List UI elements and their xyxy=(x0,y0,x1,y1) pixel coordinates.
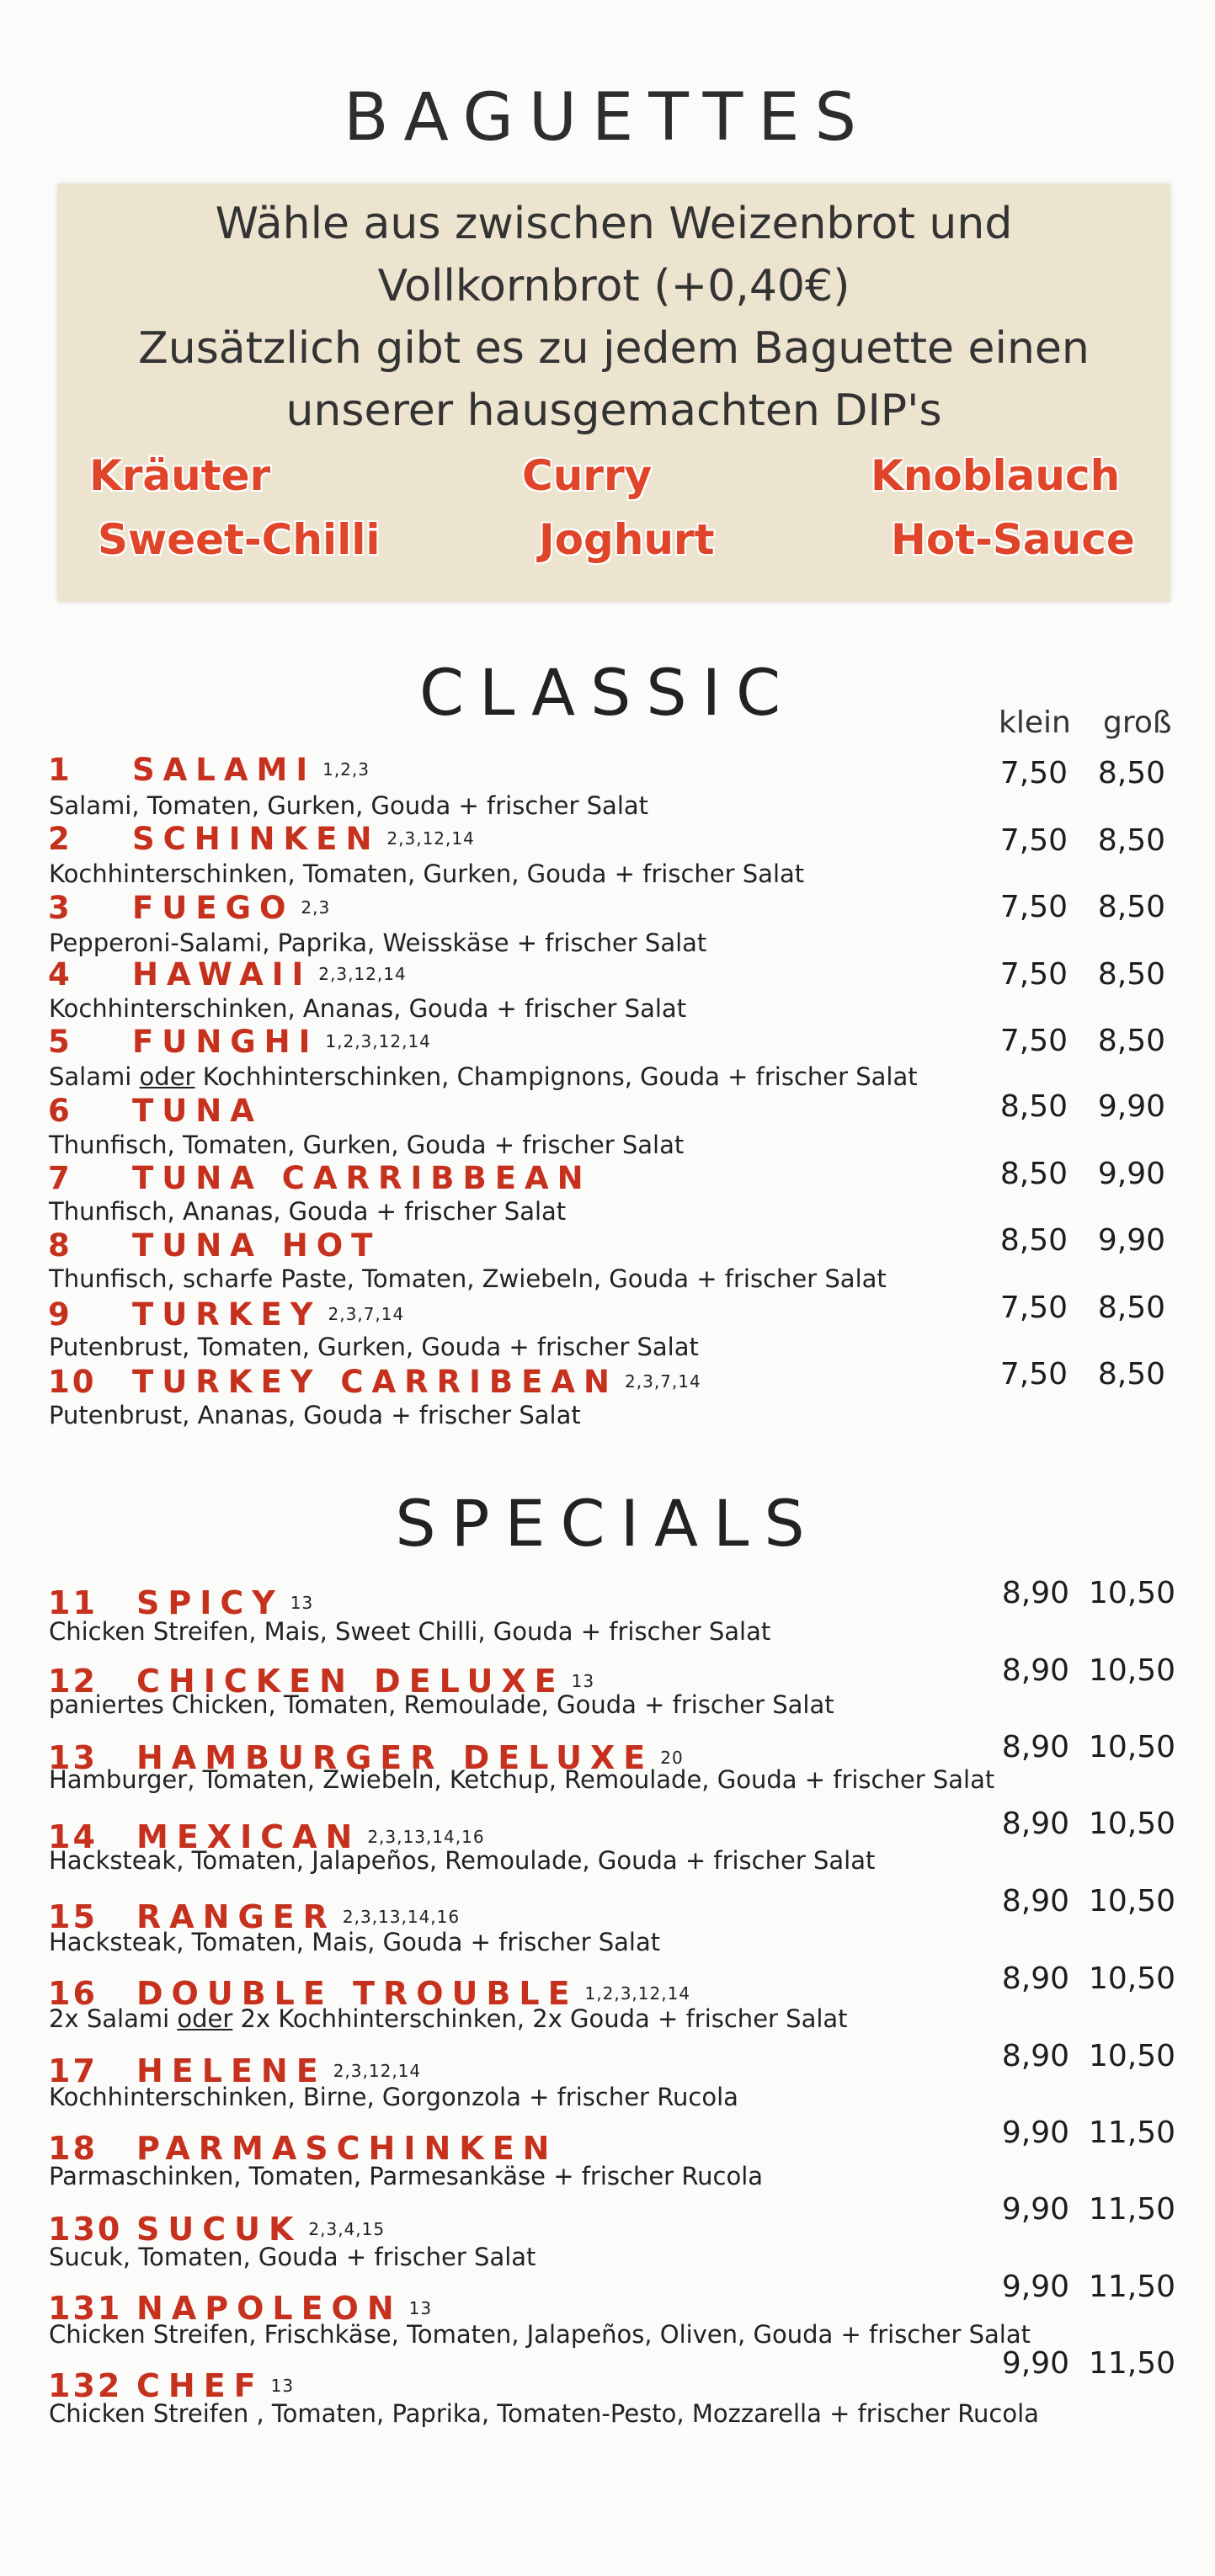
price-small: 7,50 xyxy=(999,890,1068,924)
menu-item-name: 3 FUEGO $^{2,3}$ xyxy=(48,890,331,926)
menu-item-description: paniertes Chicken, Tomaten, Remoulade, Gouda + frischer Salat xyxy=(49,1690,834,1719)
menu-item-name: 12 CHICKEN DELUXE $^{13}$ xyxy=(48,1663,595,1700)
menu-item-name: 10 TURKEY CARRIBEAN $^{2,3,7,14}$ xyxy=(48,1364,701,1400)
menu-item-name: 5 FUNGHI $^{1,2,3,12,14}$ xyxy=(48,1024,431,1060)
menu-item-name: 132 CHEF $^{13}$ xyxy=(48,2367,295,2404)
price-small: 9,90 xyxy=(1001,2270,1069,2304)
price-small: 8,90 xyxy=(1001,1730,1069,1764)
menu-item-name: 15 RANGER $^{2,3,13,14,16}$ xyxy=(48,1898,461,1935)
menu-item-description: Kochhinterschinken, Ananas, Gouda + frischer Salat xyxy=(49,994,687,1023)
price-small: 8,90 xyxy=(1001,2039,1069,2073)
menu-item-name: 7 TUNA CARRIBBEAN xyxy=(48,1160,592,1196)
dip-curry: Curry xyxy=(522,451,653,500)
price-small: 8,50 xyxy=(999,1089,1068,1124)
price-large: 9,90 xyxy=(1097,1223,1165,1258)
menu-item-description: Kochhinterschinken, Birne, Gorgonzola + frischer Rucola xyxy=(49,2083,738,2111)
price-small: 8,90 xyxy=(1001,1807,1069,1841)
menu-item-name: 1 SALAMI $^{1,2,3}$ xyxy=(48,752,370,788)
price-small: 7,50 xyxy=(999,823,1068,858)
menu-item-name: 6 TUNA xyxy=(48,1093,263,1129)
price-large: 10,50 xyxy=(1089,1807,1176,1841)
price-large: 8,50 xyxy=(1097,1024,1165,1058)
menu-item-name: 11 SPICY $^{13}$ xyxy=(48,1584,314,1621)
menu-item-description: Chicken Streifen, Mais, Sweet Chilli, Gouda + frischer Salat xyxy=(49,1617,771,1646)
price-large: 10,50 xyxy=(1089,2039,1176,2073)
price-large: 10,50 xyxy=(1089,1884,1176,1919)
price-large: 8,50 xyxy=(1097,1291,1165,1325)
price-large: 10,50 xyxy=(1089,1730,1176,1764)
price-small: 8,90 xyxy=(1001,1653,1069,1688)
price-small: 8,90 xyxy=(1001,1576,1069,1610)
price-large: 11,50 xyxy=(1089,2116,1176,2150)
price-small: 8,50 xyxy=(999,1157,1068,1191)
price-small: 9,90 xyxy=(1001,2192,1069,2227)
menu-item-name: 131 NAPOLEON $^{13}$ xyxy=(48,2290,433,2327)
price-small: 9,90 xyxy=(1001,2116,1069,2150)
price-large: 8,50 xyxy=(1097,890,1165,924)
menu-item-description: Salami, Tomaten, Gurken, Gouda + frischer Salat xyxy=(49,791,649,820)
info-line-3: Zusätzlich gibt es zu jedem Baguette einen xyxy=(138,323,1090,374)
page-title: BAGUETTES xyxy=(343,80,872,156)
menu-item-name: 2 SCHINKEN $^{2,3,12,14}$ xyxy=(48,821,475,857)
price-small: 8,50 xyxy=(999,1223,1068,1258)
menu-item-description: Kochhinterschinken, Tomaten, Gurken, Gouda + frischer Salat xyxy=(49,860,805,888)
price-large: 10,50 xyxy=(1089,1576,1176,1610)
menu-item-name: 14 MEXICAN $^{2,3,13,14,16}$ xyxy=(48,1818,485,1855)
price-large: 9,90 xyxy=(1097,1157,1165,1191)
price-large: 8,50 xyxy=(1097,756,1165,790)
menu-item-name: 4 HAWAII $^{2,3,12,14}$ xyxy=(48,956,407,993)
dip-sweet-chilli: Sweet-Chilli xyxy=(98,515,381,564)
menu-item-name: 130 SUCUK $^{2,3,4,15}$ xyxy=(48,2211,386,2248)
column-header-small: klein xyxy=(999,705,1071,740)
price-large: 8,50 xyxy=(1097,1357,1165,1392)
price-small: 8,90 xyxy=(1001,1961,1069,1996)
price-small: 8,90 xyxy=(1001,1884,1069,1919)
price-large: 8,50 xyxy=(1097,957,1165,992)
menu-item-description: Thunfisch, Ananas, Gouda + frischer Salat xyxy=(49,1197,567,1226)
menu-item-name: 18 PARMASCHINKEN xyxy=(48,2130,558,2167)
section-title-classic: CLASSIC xyxy=(418,655,797,730)
column-header-large: groß xyxy=(1103,705,1172,740)
menu-item-description: Thunfisch, Tomaten, Gurken, Gouda + frischer Salat xyxy=(49,1131,685,1159)
price-large: 11,50 xyxy=(1089,2270,1176,2304)
menu-item-name: 16 DOUBLE TROUBLE $^{1,2,3,12,14}$ xyxy=(48,1975,691,2012)
price-large: 8,50 xyxy=(1097,823,1165,858)
dip-hot-sauce: Hot-Sauce xyxy=(891,515,1135,564)
menu-item-name: 13 HAMBURGER DELUXE $^{20}$ xyxy=(48,1739,684,1776)
price-large: 11,50 xyxy=(1089,2192,1176,2227)
price-small: 7,50 xyxy=(999,957,1068,992)
bread-and-dip-info-box xyxy=(57,184,1170,602)
price-small: 7,50 xyxy=(999,1024,1068,1058)
price-large: 10,50 xyxy=(1089,1961,1176,1996)
info-line-2: Vollkornbrot (+0,40€) xyxy=(377,261,850,311)
price-small: 9,90 xyxy=(1001,2346,1069,2381)
menu-item-description: Chicken Streifen, Frischkäse, Tomaten, Jalapeños, Oliven, Gouda + frischer Salat xyxy=(49,2320,1031,2349)
menu-item-description: Chicken Streifen , Tomaten, Paprika, Tomaten-Pesto, Mozzarella + frischer Rucola xyxy=(49,2399,1039,2428)
info-line-1: Wähle aus zwischen Weizenbrot und xyxy=(215,199,1013,249)
menu-item-description: Hacksteak, Tomaten, Jalapeños, Remoulade, Gouda + frischer Salat xyxy=(49,1846,876,1875)
dip-knoblauch: Knoblauch xyxy=(871,451,1121,500)
menu-item-description: Pepperoni-Salami, Paprika, Weisskäse + frischer Salat xyxy=(49,929,707,957)
price-large: 10,50 xyxy=(1089,1653,1176,1688)
menu-item-name: 9 TURKEY $^{2,3,7,14}$ xyxy=(48,1296,405,1333)
price-small: 7,50 xyxy=(999,1357,1068,1392)
price-large: 11,50 xyxy=(1089,2346,1176,2381)
menu-item-description: Thunfisch, scharfe Paste, Tomaten, Zwiebeln, Gouda + frischer Salat xyxy=(49,1264,887,1293)
menu-item-description: Salami oder Kochhinterschinken, Champignons, Gouda + frischer Salat xyxy=(49,1062,918,1091)
menu-item-name: 17 HELENE $^{2,3,12,14}$ xyxy=(48,2052,422,2089)
menu-item-description: Parmaschinken, Tomaten, Parmesankäse + frischer Rucola xyxy=(49,2162,764,2190)
dip-joghurt: Joghurt xyxy=(539,515,715,564)
menu-item-description: 2x Salami oder 2x Kochhinterschinken, 2x Gouda + frischer Salat xyxy=(49,2004,848,2033)
section-title-specials: SPECIALS xyxy=(395,1486,820,1561)
price-small: 7,50 xyxy=(999,756,1068,790)
menu-item-description: Sucuk, Tomaten, Gouda + frischer Salat xyxy=(49,2243,536,2271)
menu-item-name: 8 TUNA HOT xyxy=(48,1227,381,1264)
info-line-4: unserer hausgemachten DIP's xyxy=(285,386,942,436)
price-large: 9,90 xyxy=(1097,1089,1165,1124)
menu-item-description: Putenbrust, Ananas, Gouda + frischer Salat xyxy=(49,1401,581,1429)
menu-item-description: Putenbrust, Tomaten, Gurken, Gouda + frischer Salat xyxy=(49,1333,699,1361)
menu-item-description: Hamburger, Tomaten, Zwiebeln, Ketchup, Remoulade, Gouda + frischer Salat xyxy=(49,1765,995,1794)
price-small: 7,50 xyxy=(999,1291,1068,1325)
menu-item-description: Hacksteak, Tomaten, Mais, Gouda + frischer Salat xyxy=(49,1928,661,1956)
dip-kraeuter: Kräuter xyxy=(89,451,271,500)
